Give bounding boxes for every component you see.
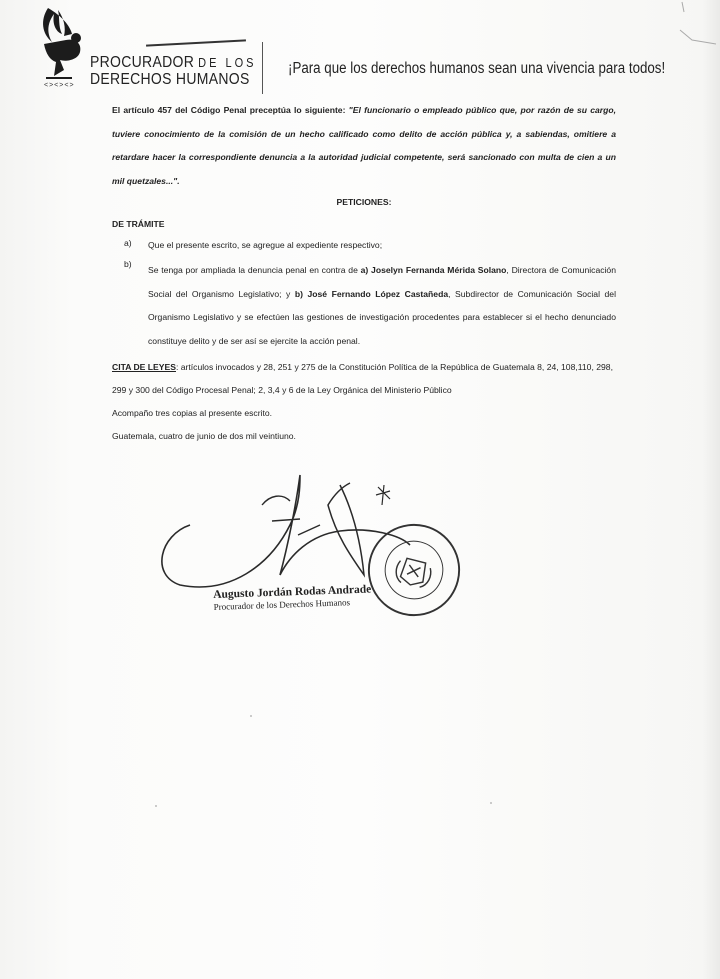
corner-mark bbox=[676, 0, 720, 50]
org-name-line2: DERECHOS HUMANOS bbox=[90, 69, 250, 88]
intro-paragraph: El artículo 457 del Código Penal preceptúa lo siguiente: "El funcionario o empleado público que, por razón de su cargo, tuviere conocimiento de la comisión de un hecho calificado como delito de acción pública y, a sabiendas, omitiere a retardare hacer la correspondiente denuncia a la autoridad judicial competente, será sancionado con multa de cien a un mil quetzales...". bbox=[112, 105, 616, 186]
signer-name: Augusto Jordán Rodas Andrade bbox=[213, 583, 372, 601]
tramite-title: DE TRÁMITE bbox=[112, 219, 165, 229]
pdh-flame-figure-icon bbox=[36, 4, 86, 86]
peticiones-title: PETICIONES: bbox=[336, 197, 392, 207]
copias-line: Acompaño tres copias al presente escrito. bbox=[112, 408, 273, 418]
logo-stroke bbox=[146, 39, 246, 46]
letterhead bbox=[0, 0, 720, 100]
document-body bbox=[112, 99, 616, 448]
signer-title: Procurador de los Derechos Humanos bbox=[213, 597, 351, 612]
stamp-seal-icon bbox=[399, 558, 427, 588]
signer-block bbox=[213, 583, 372, 612]
date-line: Guatemala, cuatro de junio de dos mil veintiuno. bbox=[112, 431, 296, 441]
logo-decoration: <><><> bbox=[44, 82, 75, 89]
slogan: ¡Para que los derechos humanos sean una vivencia para todos! bbox=[288, 60, 666, 77]
list-item: b) Se tenga por ampliada la denuncia penal en contra de a) Joselyn Fernanda Mérida Solano, Directora de Comunicación Social del Organismo Legislativo; y b) José Fernando López Castañeda, Subdirector de Comunicación Social del Organismo Legislativo y se efectúen las gestiones de investigación procedentes para establecer si el hecho denunciado constituye delito y de ser así se ejercite la acción penal. bbox=[124, 259, 616, 346]
org-name-line1: PROCURADOR DE LOS bbox=[90, 52, 257, 71]
cita-de-leyes: CITA DE LEYES: artículos invocados y 28, 251 y 275 de la Constitución Política de la República de Guatemala 8, 24, 108,110, 298, 299 y 300 del Código Procesal Penal; 2, 3,4 y 6 de la Ley Orgánica del Ministerio Público bbox=[112, 362, 613, 395]
header-divider bbox=[262, 42, 263, 94]
list-item: a) Que el presente escrito, se agregue al expediente respectivo; bbox=[124, 238, 383, 250]
